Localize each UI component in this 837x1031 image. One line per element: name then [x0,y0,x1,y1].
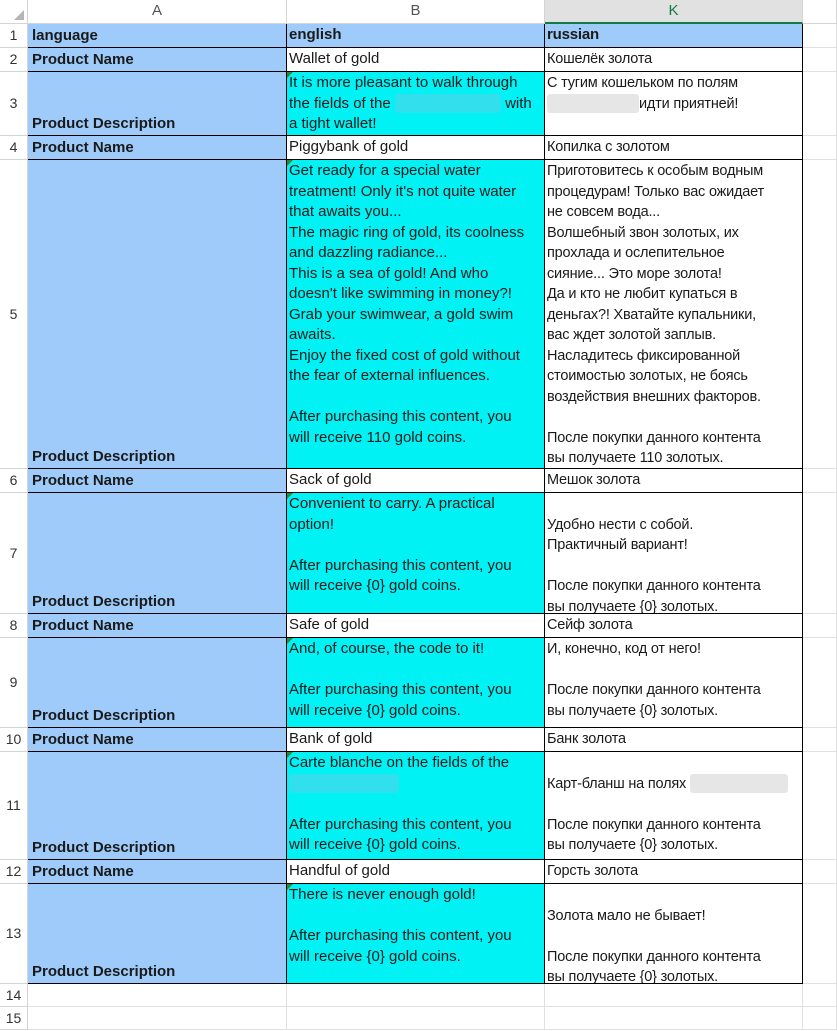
row-header-2[interactable]: 2 [0,48,28,72]
language-header-cell[interactable] [28,24,287,48]
cell-label: Product Name [32,616,134,634]
russian-desc-cell[interactable]: Приготовитесь к особым водным процедурам! Только вас ожидает не совсем вода... Волшебный звон золотых, их прохлада и ослепительное сияние... Это море золота! Да и кто не любит купаться в деньгах?! Хватайте купальники, вас ждет золотой заплыв. Насладитесь фиксированной стоимостью золотых, не боясь воздействия внешних факторов. После покупки данного контента вы получаете 110 золотых. [545,160,803,469]
product-name-label-cell[interactable] [28,614,287,638]
cell-label: Product Description [32,447,176,465]
russian-name-cell[interactable]: Банк золота [545,728,803,752]
redacted-text-blur [395,94,501,113]
product-name-label-cell[interactable] [28,48,287,72]
product-description-label-cell[interactable] [28,752,287,860]
row-header-4[interactable]: 4 [0,136,28,160]
russian-name-cell[interactable]: Мешок золота [545,469,803,493]
cell-text-fragment: идти приятней! [639,95,739,112]
english-name-cell[interactable]: Sack of gold [287,469,545,493]
row-header-6[interactable]: 6 [0,469,28,493]
english-desc-cell[interactable]: Get ready for a special water treatment! Only it's not quite water that awaits you... The magic ring of gold, its coolness and dazzling radiance... This is a sea of gold! And who doesn't like swimming in money?! Grab your swimwear, a gold swim awaits. Enjoy the fixed cost of gold without the fear of external influences. After purchasing this content, you will receive 110 gold coins. [287,160,545,469]
row-header-14[interactable]: 14 [0,984,28,1007]
row-header-3[interactable]: 3 [0,72,28,136]
empty-cell[interactable] [803,614,837,638]
redacted-text-blur [289,774,399,793]
row-header-7[interactable]: 7 [0,493,28,614]
russian-name-cell[interactable]: Копилка с золотом [545,136,803,160]
cell-label: Product Name [32,138,134,156]
empty-cell[interactable] [803,728,837,752]
english-header-cell[interactable]: english [287,24,545,48]
russian-desc-cell[interactable]: Золота мало не бывает! После покупки данного контента вы получаете {0} золотых. [545,884,803,984]
russian-desc-cell[interactable]: Удобно нести с собой. Практичный вариант! После покупки данного контента вы получаете {0} золотых. [545,493,803,614]
empty-cell[interactable] [28,1007,287,1030]
english-name-cell[interactable]: Handful of gold [287,860,545,884]
english-name-cell[interactable]: Wallet of gold [287,48,545,72]
english-desc-cell[interactable]: And, of course, the code to it! After purchasing this content, you will receive {0} gold coins. [287,638,545,728]
russian-desc-cell[interactable]: И, конечно, код от него! После покупки данного контента вы получаете {0} золотых. [545,638,803,728]
empty-cell[interactable] [287,1007,545,1030]
cell-label: Product Description [32,838,176,856]
product-description-label-cell[interactable] [28,160,287,469]
row-header-8[interactable]: 8 [0,614,28,638]
english-name-cell[interactable]: Bank of gold [287,728,545,752]
english-desc-cell[interactable]: There is never enough gold! After purchasing this content, you will receive {0} gold coins. [287,884,545,984]
row-header-5[interactable]: 5 [0,160,28,469]
product-name-label-cell[interactable] [28,469,287,493]
empty-cell[interactable] [803,1007,837,1030]
russian-name-cell[interactable]: Горсть золота [545,860,803,884]
cell-label: Product Description [32,114,176,132]
english-desc-cell[interactable] [287,72,545,136]
empty-cell[interactable] [803,493,837,614]
empty-cell[interactable] [803,638,837,728]
empty-cell[interactable] [803,469,837,493]
cell-label: Product Description [32,962,176,980]
row-header-10[interactable]: 10 [0,728,28,752]
cell-text-fragment: It is more pleasant to walk through the fields of the [289,74,518,112]
cell-text-fragment: С тугим кошельком по полям [547,75,738,91]
cell-text-fragment: Carte blanche on the fields of the [289,754,510,771]
empty-cell[interactable] [545,984,803,1007]
product-description-label-cell[interactable] [28,884,287,984]
select-all-corner[interactable] [0,0,28,24]
redacted-text-blur [547,94,639,113]
product-name-label-cell[interactable] [28,136,287,160]
row-header-11[interactable]: 11 [0,752,28,860]
cell-comment-marker-icon [287,884,293,890]
select-all-triangle-icon [14,10,24,20]
row-header-1[interactable]: 1 [0,24,28,48]
cell-text-fragment: Карт-бланш на полях [547,775,687,792]
row-header-12[interactable]: 12 [0,860,28,884]
cell-label: language [32,26,98,44]
empty-cell[interactable] [803,72,837,136]
cell-comment-marker-icon [287,160,293,166]
cell-comment-marker-icon [287,638,293,644]
english-name-cell[interactable]: Safe of gold [287,614,545,638]
row-header-9[interactable]: 9 [0,638,28,728]
column-header-k[interactable]: K [545,0,803,24]
empty-cell[interactable] [803,24,837,48]
cell-comment-marker-icon [287,493,293,499]
cell-label: Product Description [32,706,176,724]
english-name-cell[interactable]: Piggybank of gold [287,136,545,160]
empty-cell[interactable] [803,860,837,884]
cell-label: Product Name [32,50,134,68]
product-description-label-cell[interactable] [28,72,287,136]
cell-text-fragment: with a tight wallet! [289,94,532,132]
row-header-13[interactable]: 13 [0,884,28,984]
empty-cell[interactable] [287,984,545,1007]
row-header-15[interactable]: 15 [0,1007,28,1030]
russian-name-cell[interactable]: Кошелёк золота [545,48,803,72]
cell-label: Product Description [32,592,176,610]
empty-cell[interactable] [803,752,837,860]
russian-desc-cell[interactable] [545,752,803,860]
product-description-label-cell[interactable] [28,493,287,614]
column-header-empty[interactable] [803,0,837,24]
empty-cell[interactable] [28,984,287,1007]
russian-name-cell[interactable]: Сейф золота [545,614,803,638]
column-header-a[interactable]: A [28,0,287,24]
empty-cell[interactable] [545,1007,803,1030]
cell-label: Product Name [32,471,134,489]
product-name-label-cell[interactable] [28,860,287,884]
column-header-b[interactable]: B [287,0,545,24]
empty-cell[interactable] [803,48,837,72]
cell-label: Product Name [32,862,134,880]
empty-cell[interactable] [803,884,837,984]
english-desc-cell[interactable] [287,752,545,860]
russian-desc-cell[interactable] [545,72,803,136]
cell-text-fragment: After purchasing this content, you will receive {0} gold coins. [289,815,512,853]
product-description-label-cell[interactable] [28,638,287,728]
russian-header-cell[interactable]: russian [545,24,803,48]
cell-comment-marker-icon [287,752,293,758]
redacted-text-blur [690,774,788,793]
cell-comment-marker-icon [287,72,293,78]
product-name-label-cell[interactable] [28,728,287,752]
empty-cell[interactable] [803,984,837,1007]
cell-label: Product Name [32,730,134,748]
empty-cell[interactable] [803,160,837,469]
cell-text-fragment: После покупки данного контента вы получаете {0} золотых. [547,816,761,853]
english-desc-cell[interactable]: Convenient to carry. A practical option! After purchasing this content, you will receive {0} gold coins. [287,493,545,614]
empty-cell[interactable] [803,136,837,160]
